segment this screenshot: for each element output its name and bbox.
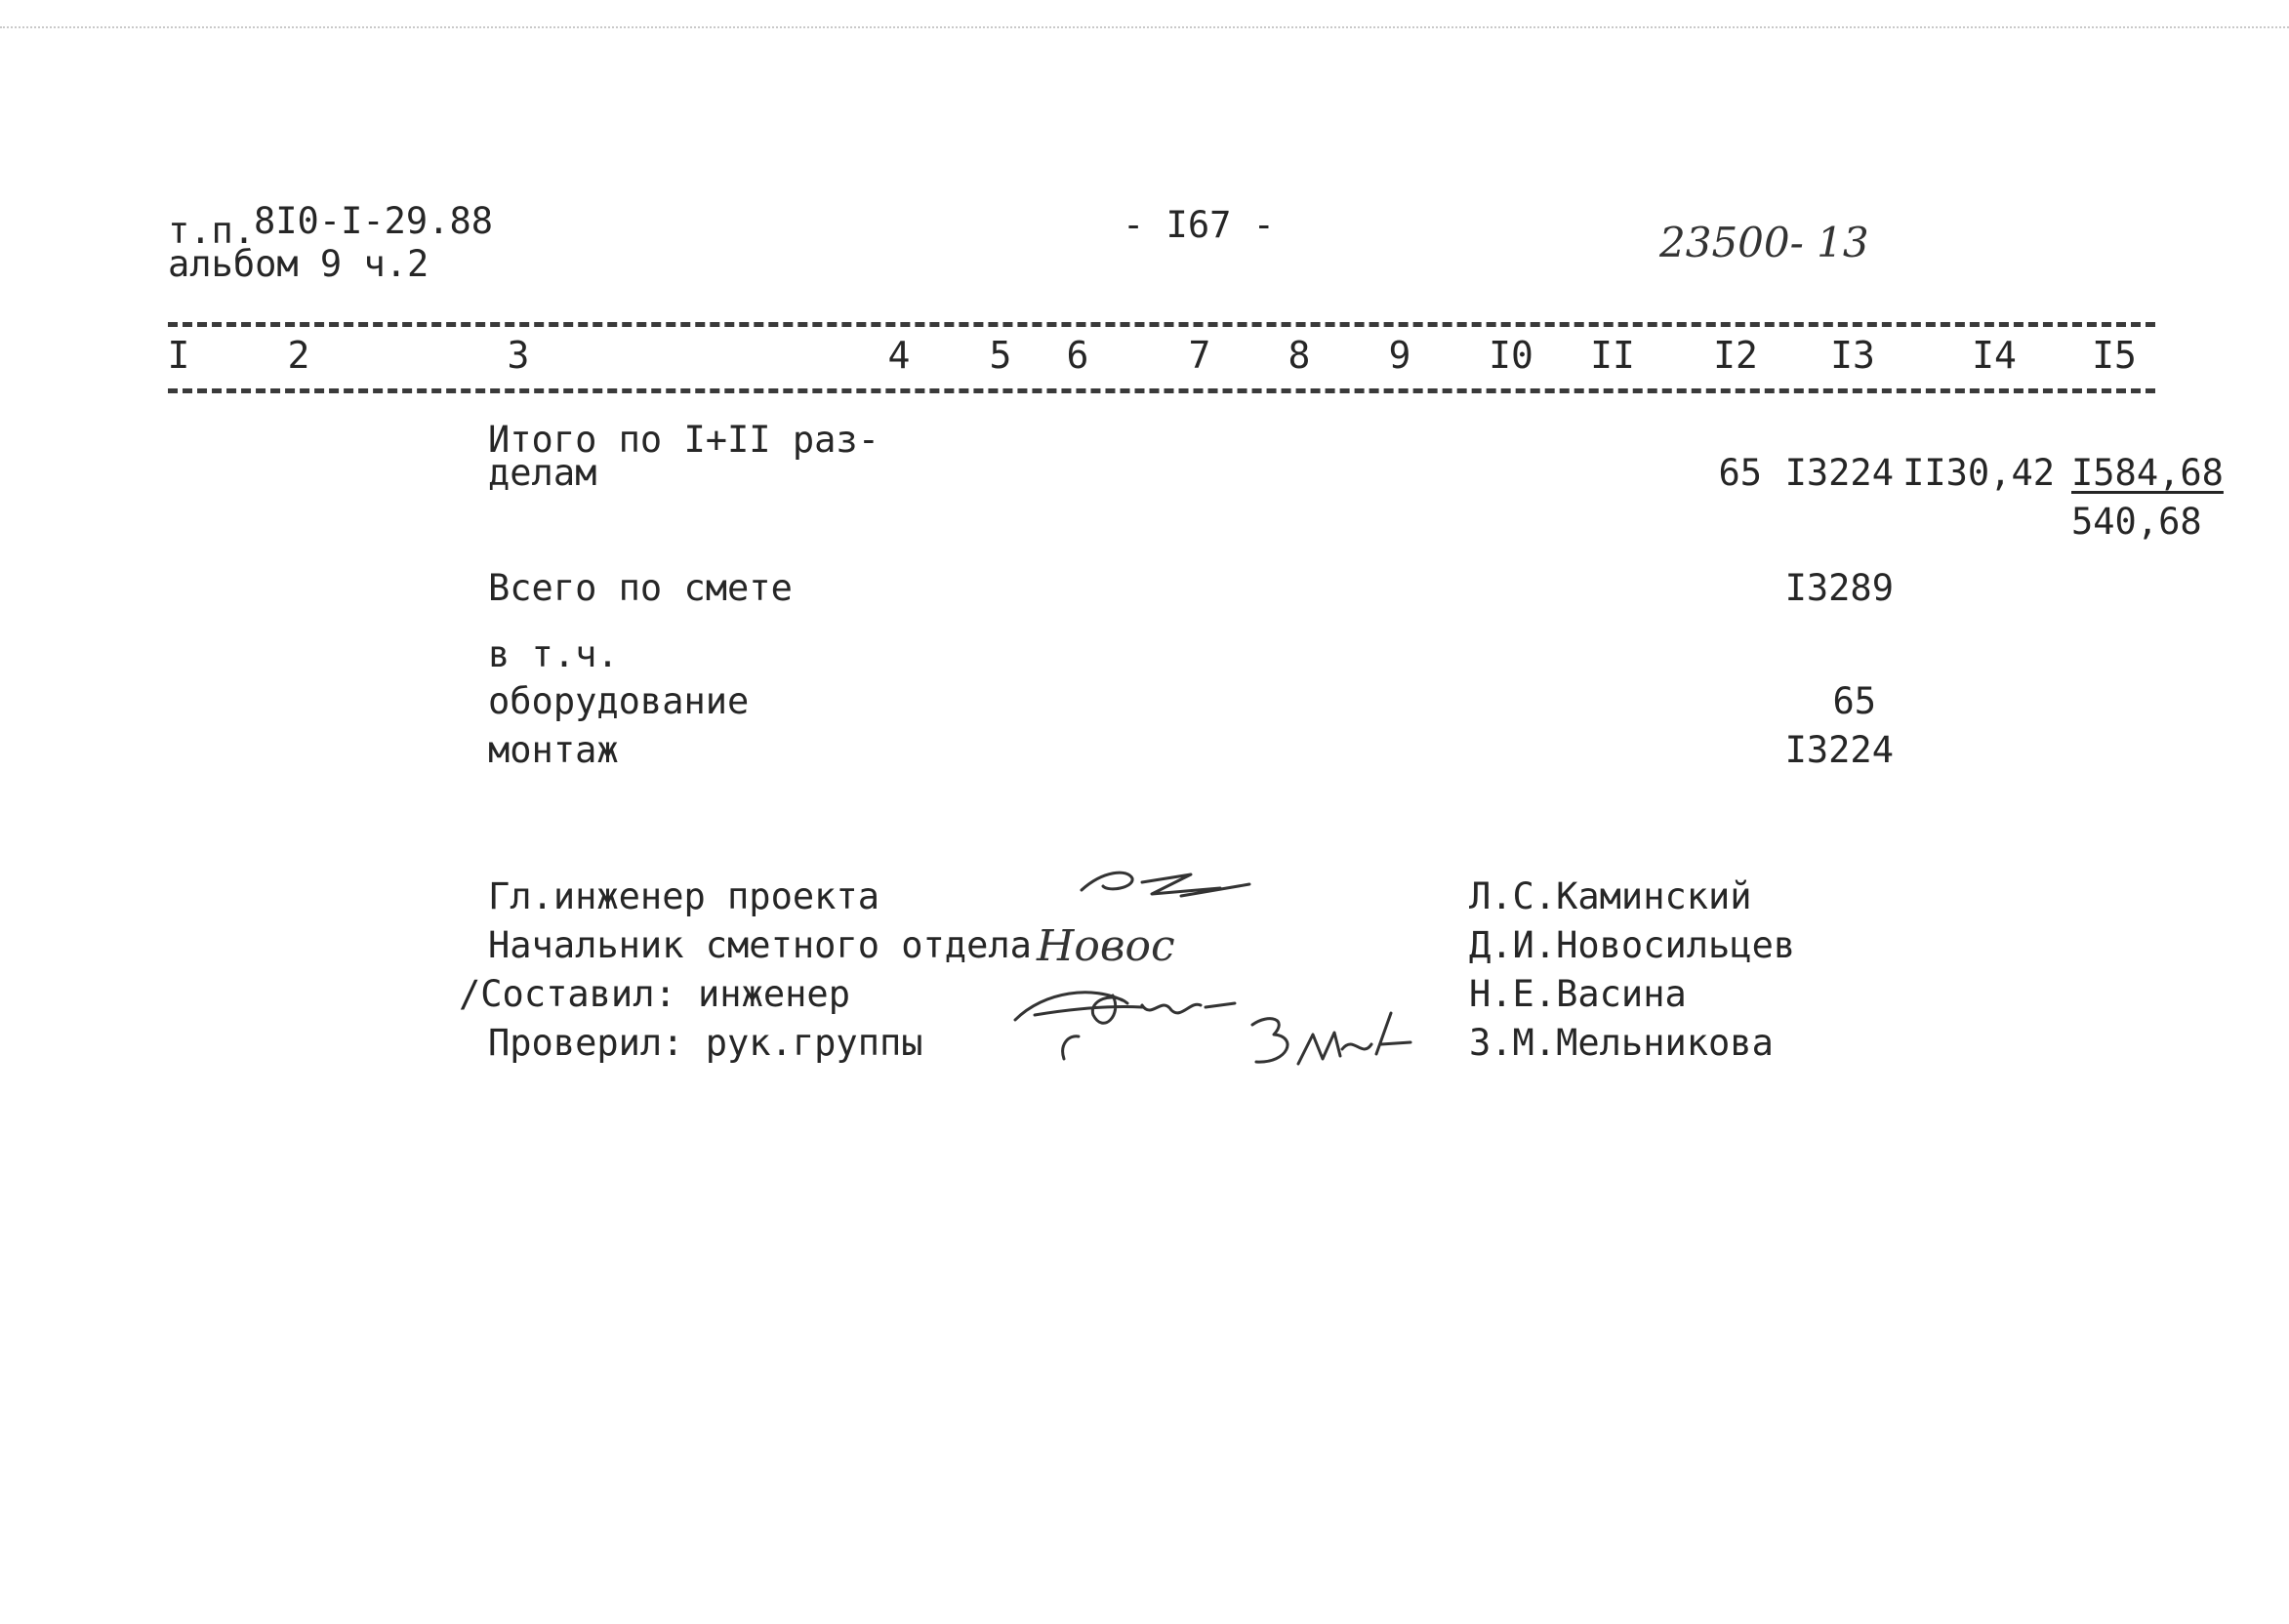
doc-code: 23500- 13 bbox=[1659, 219, 1869, 266]
col-2: 2 bbox=[287, 334, 310, 377]
col-15: I5 bbox=[2092, 334, 2137, 377]
signer-name-compiler: Н.Е.Васина bbox=[1469, 973, 1687, 1015]
album-label: альбом 9 ч.2 bbox=[168, 243, 429, 285]
col-3: 3 bbox=[507, 334, 530, 377]
equipment-label: оборудование bbox=[488, 680, 750, 722]
signature-chief-engineer bbox=[1074, 861, 1259, 910]
page-number: - I67 - bbox=[1123, 204, 1275, 246]
col-14: I4 bbox=[1972, 334, 2017, 377]
col-7: 7 bbox=[1188, 334, 1211, 377]
signer-role-checker: Проверил: рук.группы bbox=[488, 1022, 923, 1064]
signature-compiler bbox=[1005, 976, 1249, 1064]
scan-artifact-line bbox=[0, 26, 2289, 28]
total-col12-value: 65 bbox=[1718, 452, 1762, 494]
col-8: 8 bbox=[1288, 334, 1311, 377]
grand-total-value: I3289 bbox=[1784, 567, 1894, 609]
header-rule-bottom bbox=[168, 388, 2155, 393]
grand-total-label: Всего по смете bbox=[488, 567, 793, 609]
col-9: 9 bbox=[1388, 334, 1411, 377]
col-1: I bbox=[167, 334, 190, 377]
signer-role-estimate-head: Начальник сметного отдела bbox=[488, 924, 1032, 966]
col-13: I3 bbox=[1830, 334, 1875, 377]
signer-role-chief-engineer: Гл.инженер проекта bbox=[488, 875, 879, 917]
total-label-line1: Итого по I+II раз- bbox=[488, 419, 879, 461]
signature-estimate-head: Новос bbox=[1037, 921, 1175, 971]
total-col15-value: I584,68 bbox=[2071, 452, 2224, 494]
col-4: 4 bbox=[887, 334, 911, 377]
col-11: II bbox=[1590, 334, 1635, 377]
total-col14-value: II30,42 bbox=[1902, 452, 2055, 494]
mounting-value: I3224 bbox=[1784, 729, 1894, 771]
total-label-line2: делам bbox=[488, 452, 597, 494]
col-12: I2 bbox=[1713, 334, 1758, 377]
tp-label: т.п. bbox=[168, 210, 256, 252]
signature-checker bbox=[1245, 1005, 1415, 1083]
signer-name-chief-engineer: Л.С.Каминский bbox=[1469, 875, 1752, 917]
total-col13-value: I3224 bbox=[1784, 452, 1894, 494]
mounting-label: монтаж bbox=[488, 729, 619, 771]
signer-name-checker: З.М.Мельникова bbox=[1469, 1022, 1774, 1064]
signer-name-estimate-head: Д.И.Новосильцев bbox=[1469, 924, 1796, 966]
equipment-value: 65 bbox=[1832, 680, 1876, 722]
including-label: в т.ч. bbox=[488, 633, 619, 675]
total-col15-subvalue: 540,68 bbox=[2071, 501, 2202, 543]
col-6: 6 bbox=[1066, 334, 1089, 377]
col-5: 5 bbox=[989, 334, 1012, 377]
col-10: I0 bbox=[1489, 334, 1533, 377]
header-rule-top bbox=[168, 322, 2155, 327]
signer-role-compiler: /Составил: инженер bbox=[459, 973, 850, 1015]
tp-number: 8I0-I-29.88 bbox=[254, 200, 494, 242]
